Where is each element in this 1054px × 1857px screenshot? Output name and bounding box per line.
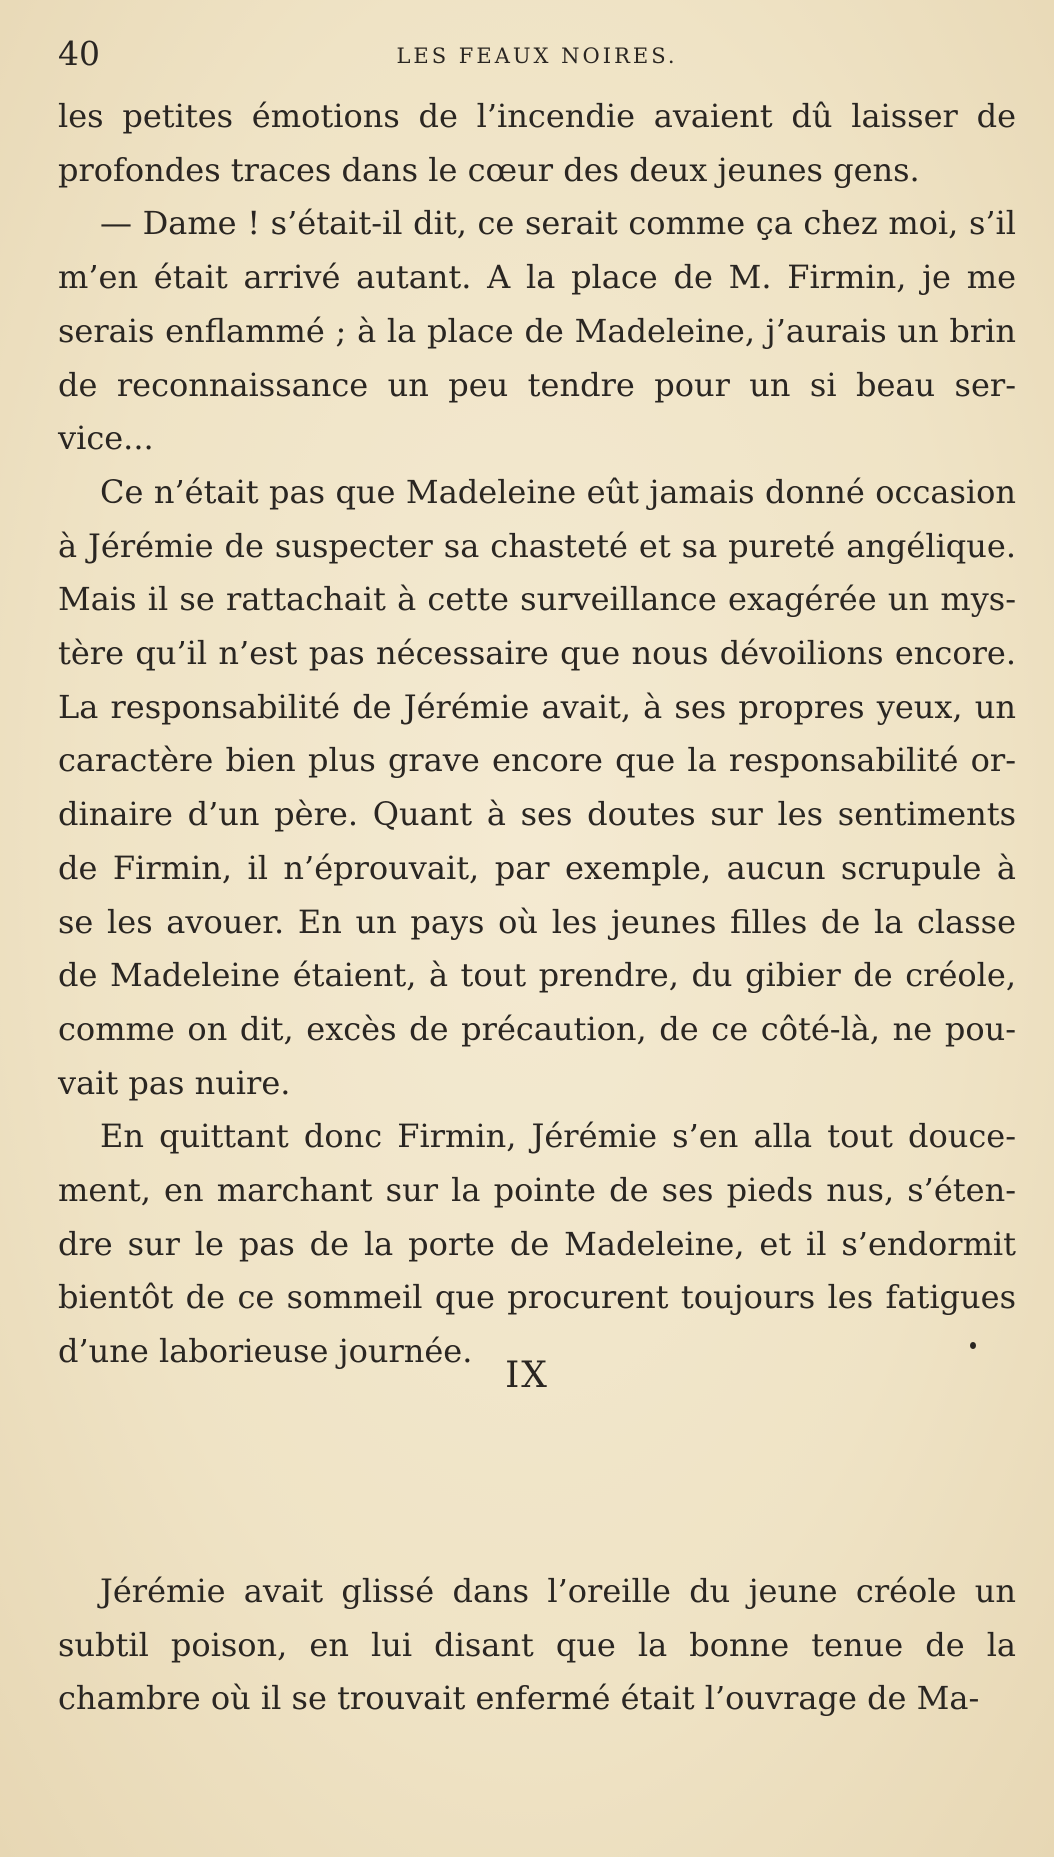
text-line: ment, en marchant sur la pointe de ses pieds nus, s’éten- — [58, 1171, 1016, 1210]
chapter-heading: IX — [505, 1355, 549, 1396]
paragraph — [58, 1110, 1016, 1379]
text-line: comme on dit, excès de précaution, de ce côté-là, ne pou- — [58, 1009, 1016, 1048]
paragraph-continuation — [58, 90, 1016, 197]
ink-speck — [970, 1342, 976, 1349]
text-line: se les avouer. En un pays où les jeunes filles de la classe — [58, 902, 1016, 941]
text-line: serais enflammé ; à la place de Madeleine, j’aurais un brin — [58, 311, 1016, 350]
text-line: bientôt de ce sommeil que procurent toujours les fatigues — [58, 1278, 1016, 1317]
text-line: de Madeleine étaient, à tout prendre, du gibier de créole, — [58, 956, 1016, 995]
text-line: Mais il se rattachait à cette surveillance exagérée un mys- — [58, 580, 1016, 619]
paragraph-dialogue — [58, 197, 1016, 466]
text-line: profondes traces dans le cœur des deux jeunes gens. — [58, 150, 920, 189]
text-line: caractère bien plus grave encore que la responsabilité or- — [58, 741, 1016, 780]
text-line: de reconnaissance un peu tendre pour un si beau ser- — [58, 365, 1016, 404]
paragraph — [58, 1565, 1016, 1726]
text-line: dre sur le pas de la porte de Madeleine, et il s’endormit — [58, 1224, 1016, 1263]
paragraph — [58, 466, 1016, 1110]
text-line: d’une laborieuse journée. — [58, 1332, 473, 1371]
text-line: de Firmin, il n’éprouvait, par exemple, aucun scrupule à — [58, 848, 1016, 887]
text-line: Jérémie avait glissé dans l’oreille du jeune créole — [100, 1572, 957, 1610]
main-text — [58, 90, 1016, 1379]
page-number: 40 — [58, 34, 100, 73]
text-line: La responsabilité de Jérémie avait, à ses propres yeux, un — [58, 687, 1016, 726]
text-line: Ce n’était pas que Madeleine eût jamais donné occasion — [100, 472, 1016, 511]
text-line: — Dame ! s’était-il dit, ce serait comme ça chez moi, s’il — [100, 204, 1016, 243]
text-line: les petites émotions de l’incendie avaient dû laisser de — [58, 97, 1016, 135]
text-line: dinaire d’un père. Quant à ses doutes sur les sentiments — [58, 795, 1016, 834]
text-line: m’en était arrivé autant. A la place de M. Firmin, je me — [58, 258, 1016, 297]
text-line: En quittant donc Firmin, Jérémie s’en alla tout douce- — [100, 1117, 1016, 1156]
page-header — [58, 30, 1016, 76]
text-line: chambre où il se trouvait enfermé était l’ouvrage de Ma- — [58, 1679, 980, 1718]
running-title: LES FEAUX NOIRES. — [396, 44, 678, 68]
text-line: vice... — [58, 419, 154, 458]
text-line: un subtil poison, en lui disant que la bonne tenue de la — [58, 1572, 1017, 1664]
text-line: tère qu’il n’est pas nécessaire que nous dévoilions encore. — [58, 634, 1016, 673]
text-line: à Jérémie de suspecter sa chasteté et sa pureté angélique. — [58, 526, 1016, 565]
text-line: vait pas nuire. — [58, 1063, 291, 1102]
chapter-text — [58, 1565, 1016, 1726]
